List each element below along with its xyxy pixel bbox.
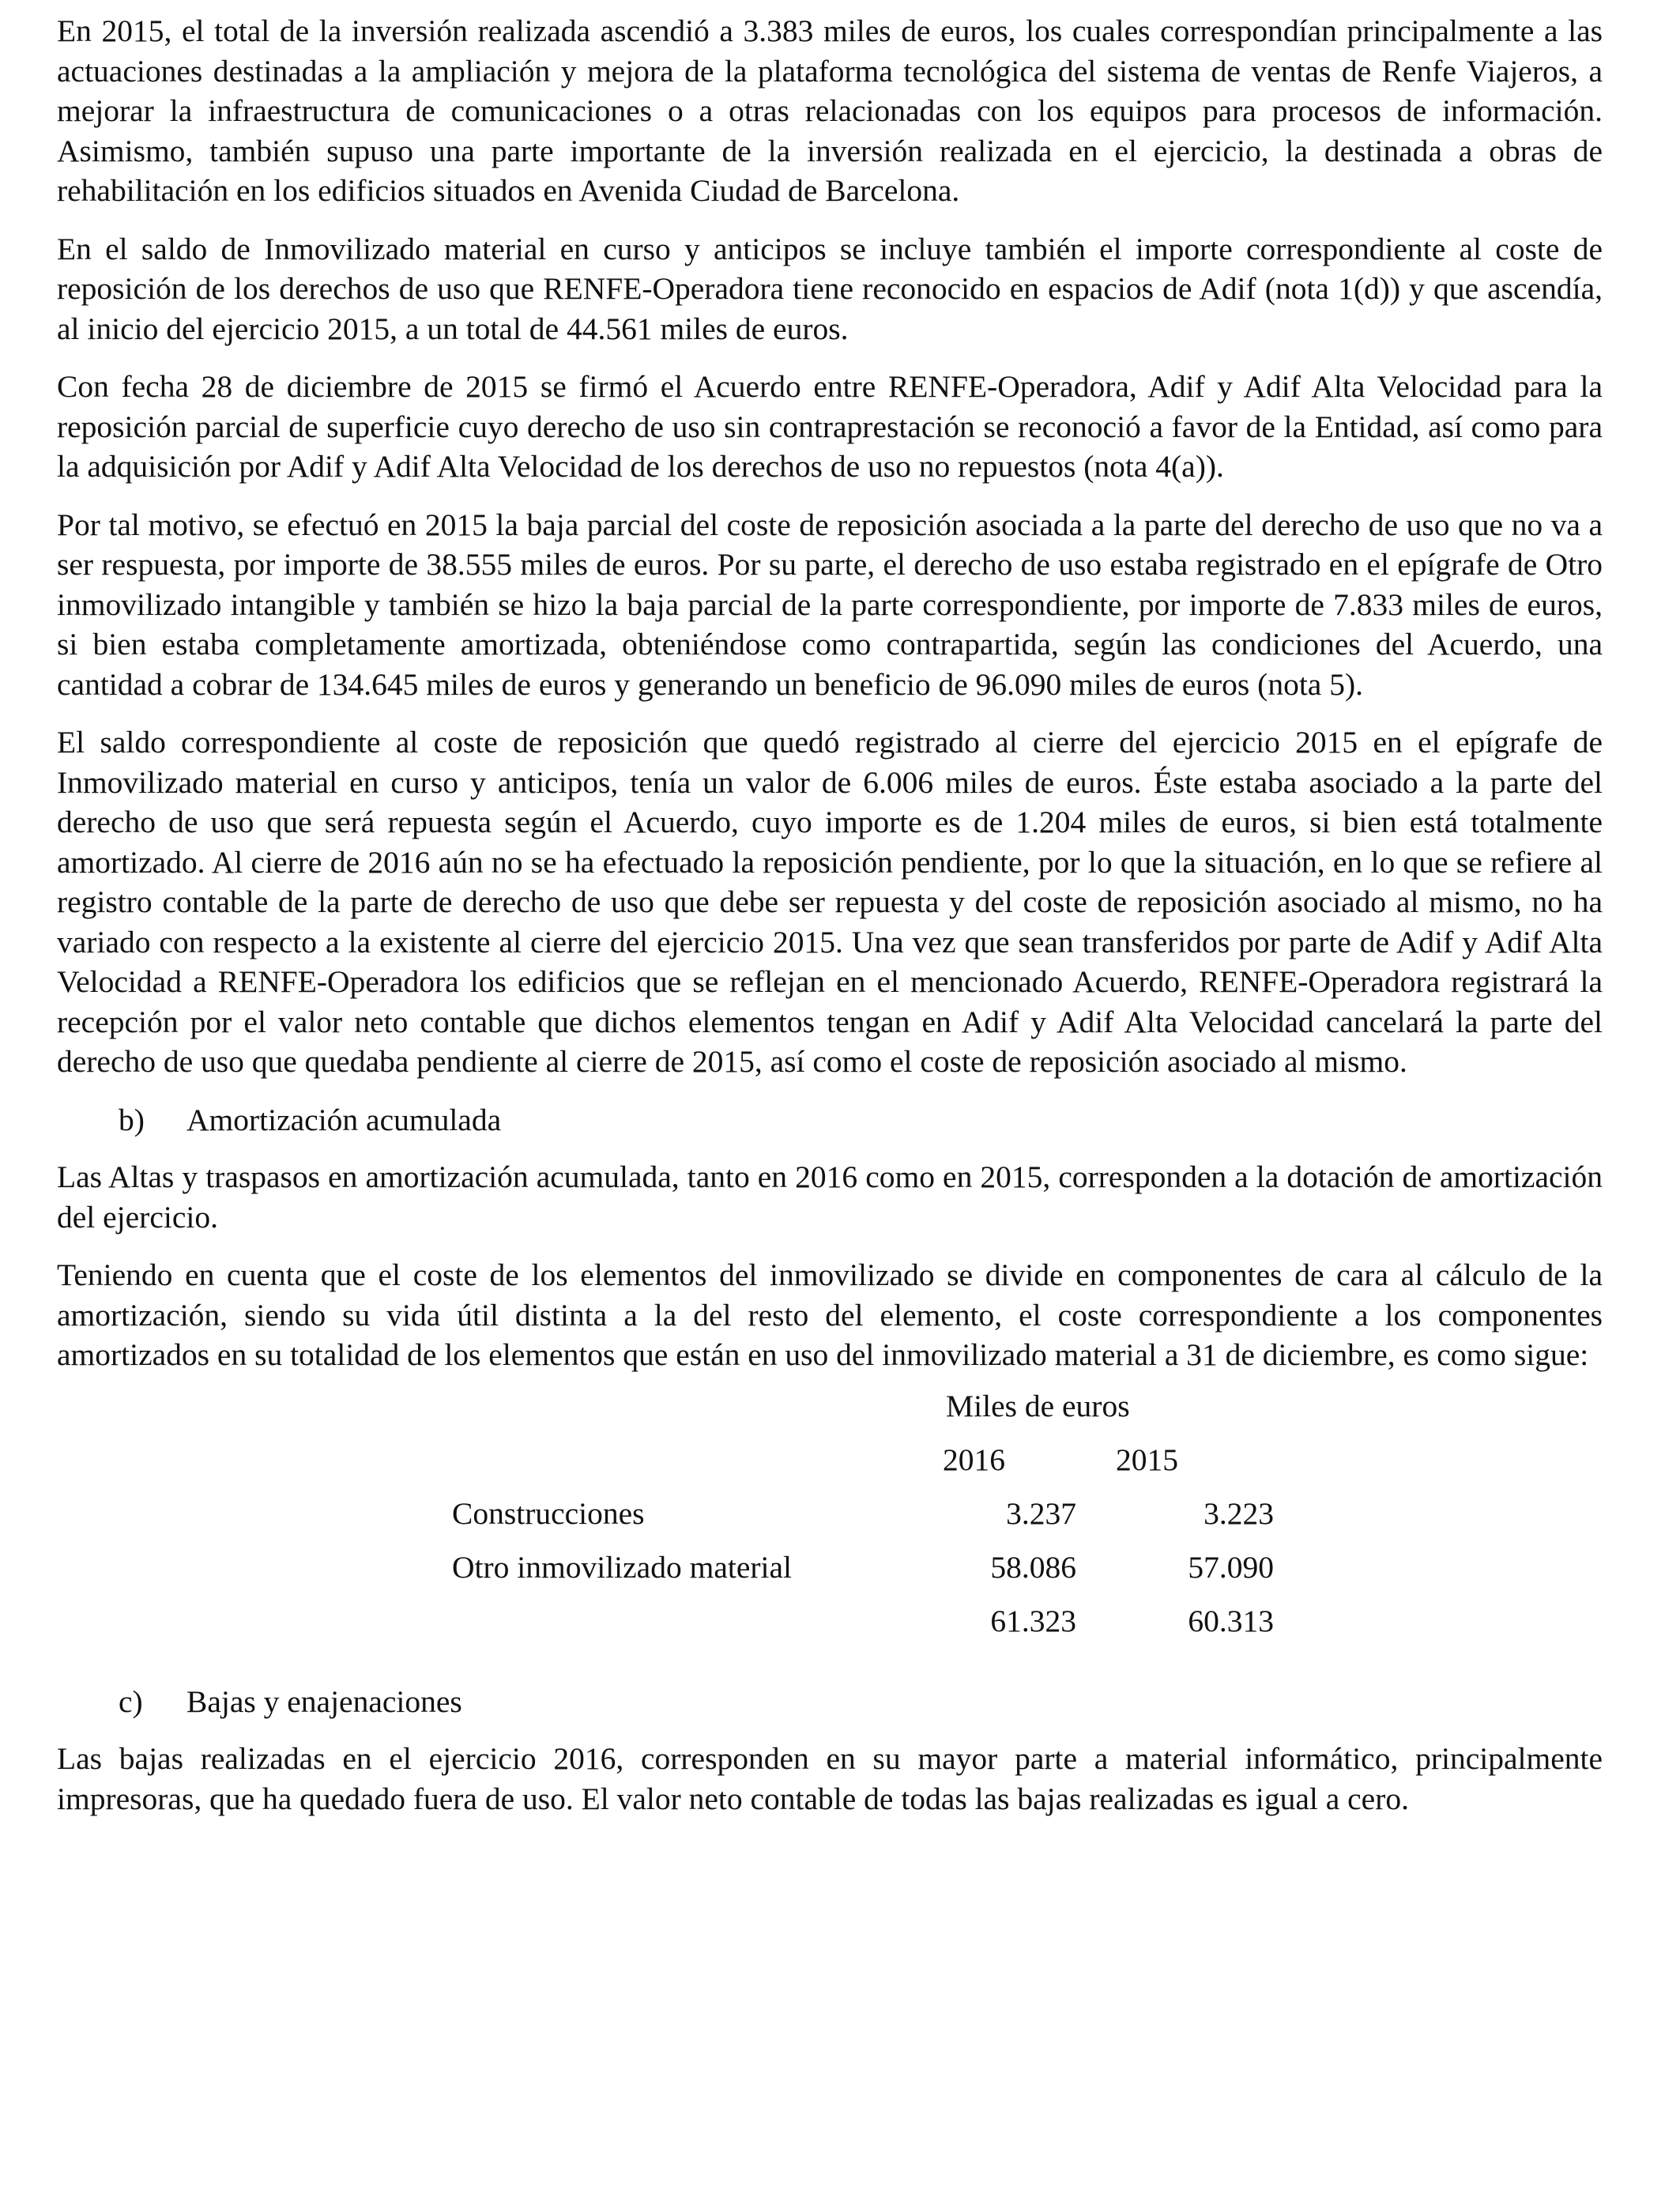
section-b-title: Amortización acumulada xyxy=(186,1102,502,1137)
paragraph-coste-reposicion: En el saldo de Inmovilizado material en curso y anticipos se incluye también el importe correspondiente al coste de reposición de los derechos de uso que RENFE-Operadora tiene reconocido en espacios de Adif (nota 1(d)) y que ascendía, al inicio del ejercicio 2015, a un total de 44.561 miles de euros. xyxy=(57,231,1603,346)
section-c-title: Bajas y enajenaciones xyxy=(186,1683,462,1719)
paragraph-componentes: Teniendo en cuenta que el coste de los elementos del inmovilizado se divide en componentes de cara al cálculo de la amortización, siendo su vida útil distinta a la del resto del elemento, el coste correspondiente a los componentes amortizados en su totalidad de los elementos que están en uso del inmovilizado material a 31 de diciembre, es como sigue: xyxy=(57,1257,1603,1372)
table-col-2016-header: 2016 xyxy=(943,1442,1005,1477)
paragraph-acuerdo-adif: Con fecha 28 de diciembre de 2015 se firmó el Acuerdo entre RENFE-Operadora, Adif y Adif Alta Velocidad para la reposición parcial de superficie cuyo derecho de uso sin contraprestación se reconoció a favor de la Entidad, así como para la adquisición por Adif y Adif Alta Velocidad de los derechos de uso no repuestos (nota 4(a)). xyxy=(57,369,1603,484)
table-cell-2015: 3.223 xyxy=(1203,1495,1274,1531)
table-total-2015: 60.313 xyxy=(1188,1603,1274,1638)
table-cell-2015: 57.090 xyxy=(1188,1549,1274,1585)
paragraph-baja-parcial: Por tal motivo, se efectuó en 2015 la baja parcial del coste de reposición asociada a la parte del derecho de uso que no va a ser respuesta, por importe de 38.555 miles de euros. Por su parte, el derecho de uso estaba registrado en el epígrafe de Otro inmovilizado intangible y también se hizo la baja parcial de la parte correspondiente, por importe de 7.833 miles de euros, si bien estaba completamente amortizada, obteniéndose como contrapartida, según las condiciones del Acuerdo, una cantidad a cobrar de 134.645 miles de euros y generando un beneficio de 96.090 miles de euros (nota 5). xyxy=(57,507,1603,702)
componentes-amortizados-table xyxy=(57,1386,1603,1682)
table-row-label: Otro inmovilizado material xyxy=(452,1549,792,1585)
paragraph-inversion-2015: En 2015, el total de la inversión realizada ascendió a 3.383 miles de euros, los cuales correspondían principalmente a las actuaciones destinadas a la ampliación y mejora de la plataforma tecnológica del sistema de ventas de Renfe Viajeros, a mejorar la infraestructura de comunicaciones o a otras relacionadas con los equipos para procesos de información. Asimismo, también supuso una parte importante de la inversión realizada en el ejercicio, la destinada a obras de rehabilitación en los edificios situados en Avenida Ciudad de Barcelona. xyxy=(57,13,1603,208)
paragraph-saldo-cierre: El saldo correspondiente al coste de reposición que quedó registrado al cierre del ejercicio 2015 en el epígrafe de Inmovilizado material en curso y anticipos, tenía un valor de 6.006 miles de euros. Éste estaba asociado a la parte del derecho de uso que será repuesta según el Acuerdo, cuyo importe es de 1.204 miles de euros, si bien está totalmente amortizado. Al cierre de 2016 aún no se ha efectuado la reposición pendiente, por lo que la situación, en lo que se refiere al registro contable de la parte de derecho de uso que debe ser repuesta y del coste de reposición asociado al mismo, no ha variado con respecto a la existente al cierre del ejercicio 2015. Una vez que sean transferidos por parte de Adif y Adif Alta Velocidad a RENFE-Operadora los edificios que se reflejan en el mencionado Acuerdo, RENFE-Operadora registrará la recepción por el valor neto contable que dichos elementos tengan en Adif y Adif Alta Velocidad cancelará la parte del derecho de uso que quedaba pendiente al cierre de 2015, así como el coste de reposición asociado al mismo. xyxy=(57,725,1603,1079)
section-c-marker: c) xyxy=(119,1683,143,1719)
paragraph-bajas: Las bajas realizadas en el ejercicio 2016, corresponden en su mayor parte a material informático, principalmente impresoras, que ha quedado fuera de uso. El valor neto contable de todas las bajas realizadas es igual a cero. xyxy=(57,1741,1603,1816)
section-b-marker: b) xyxy=(119,1102,145,1137)
table-col-2015-header: 2015 xyxy=(1116,1442,1178,1477)
table-cell-2016: 3.237 xyxy=(1006,1495,1076,1531)
table-total-2016: 61.323 xyxy=(990,1603,1076,1638)
document-page xyxy=(57,11,1603,1837)
paragraph-altas-traspasos: Las Altas y traspasos en amortización acumulada, tanto en 2016 como en 2015, corresponden a la dotación de amortización del ejercicio. xyxy=(57,1159,1603,1235)
section-b-heading xyxy=(57,1100,1603,1140)
table-row-label: Construcciones xyxy=(452,1495,645,1531)
table-cell-2016: 58.086 xyxy=(990,1549,1076,1585)
table-unit-header: Miles de euros xyxy=(946,1388,1130,1423)
section-c-heading xyxy=(57,1682,1603,1722)
